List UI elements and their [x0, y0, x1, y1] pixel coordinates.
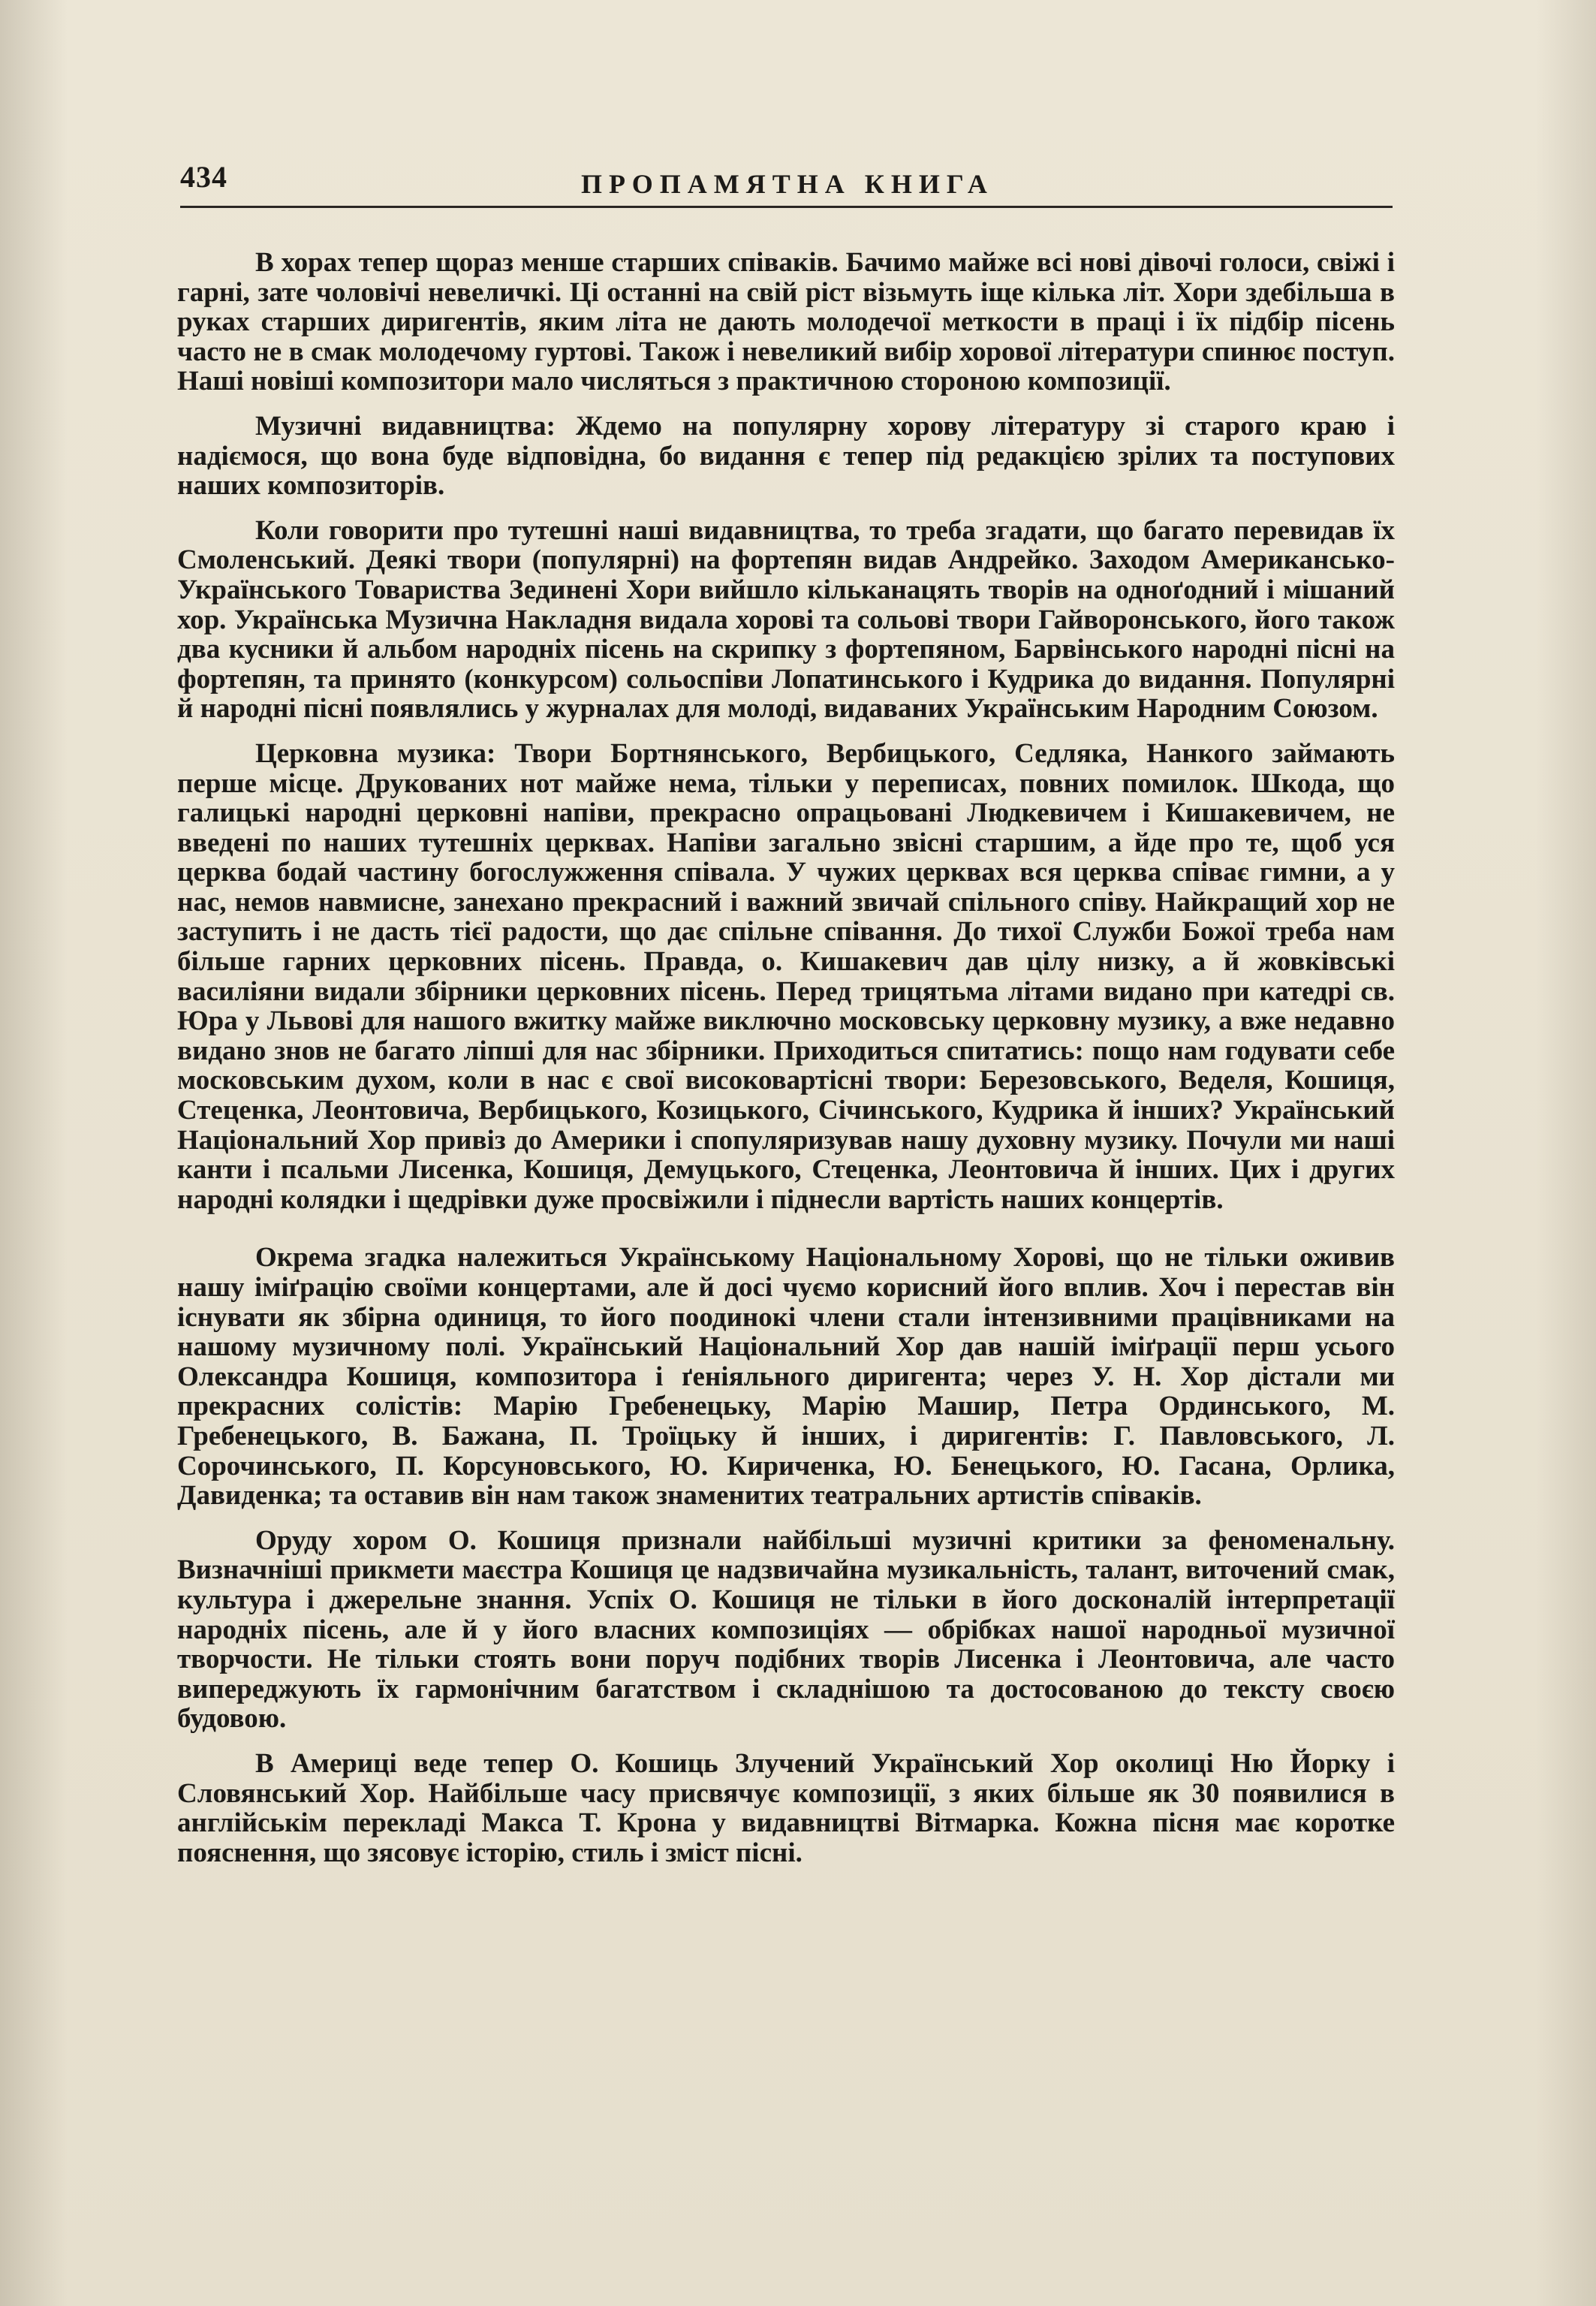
- paragraph-local-publishers: [177, 516, 1395, 724]
- paragraph-text: Оруду хором О. Кошиця признали найбільші музичні критики за феноменальну. Визначніші прикмети маєстра Кошиця це надзвичайна музикальність, талант, виточений смак, культура і джерельне знання. Успіх О. Кошиця не тільки в його досконалій інтерпретації народніх пісень, але й у його власних композиціях — обрібках нашої народньої музичної творчости. Не тільки стоять вони поруч подібних творів Лисенка і Леонтовича, але часто випереджують їх гармонічним багатством і складнішою та достосованою до тексту своєю будовою.: [177, 1524, 1395, 1735]
- paragraph-music-publishing: [177, 411, 1395, 501]
- page-header: [180, 159, 1393, 204]
- paragraph-choir-singers: [177, 248, 1395, 396]
- paragraph-text: Твори Бортнянського, Вербицького, Седляка, Нанкого займають перше місце. Друкованих нот майже нема, тільки у переписах, повних помилок. Шкода, що галицькі народні церковні напіви, прекрасно опрацьовані Людкевичем і Кишакевичем, не введені по наших тутешніх церквах. Напіви загально звісні старшим, а йде про те, щоб уся церква бодай частину богослужження співала. У чужих церквах вся церква співає гимни, а у нас, немов навмисне, занехано прекрасний і важний звичай спільного співу. Найкращий хор не заступить і не дасть тієї радости, що дає спільне співання. До тихої Служби Божої треба нам більше гарних церковних пісень. Правда, о. Кишакевич дав цілу низку, а й жовківські василіяни видали збірники церковних пісень. Перед трицятьма літами видано при катедрі св. Юра у Львові для нашого вжитку майже виключно московську церковну музику, а вже недавно видано знов не багато ліпші для нас збірники. Приходиться спитатись: пощо нам годувати себе московським духом, коли в нас є свої високовартісні твори: Березовського, Веделя, Кошиця, Стеценка, Леонтовича, Вербицького, Козицького, Січинського, Кудрика й інших? Український Національний Хор привіз до Америки і спопуляризував нашу духовну музику. Почули ми наші канти і псальми Лисенка, Кошиця, Демуцького, Стеценка, Леонтовича й інших. Цих і других народні колядки і щедрівки дуже просвіжили і піднесли вартість наших концертів.: [177, 737, 1395, 1215]
- paragraph-text: В Америці веде тепер О. Кошиць Злучений Український Хор околиці Ню Йорку і Словянський Хор. Найбільше часу присвячує композиції, з яких більше як 30 появилися в англійськім перекладі Макса Т. Крона у видавництві Вітмарка. Кожна пісня має коротке пояснення, що зясовує історію, стиль і зміст пісні.: [177, 1747, 1395, 1868]
- paragraph-text: Коли говорити про тутешні наші видавництва, то треба згадати, що багато перевидав їх Смоленський. Деякі твори (популярні) на фортепян видав Андрейко. Заходом Американсько-Українського Товариства Зединені Хори вийшло кільканацять творів на одноґодний і мішаний хор. Українська Музична Накладня видала хорові та сольові твори Гайворонського, його також два кусники й альбом народніх пісень на скрипку з фортепяном, Барвінського народні пісні на фортепян, та принято (конкурсом) сольоспіви Лопатинського і Кудрика до видання. Популярні й народні пісні появлялись у журналах для молоді, видаваних Українським Народним Союзом.: [177, 514, 1395, 725]
- paragraph-national-choir: [177, 1243, 1395, 1510]
- page-number: 434: [180, 160, 227, 194]
- section-lead-music-publishing: Музичні видавництва:: [255, 410, 556, 442]
- paragraph-text: Окрема згадка належиться Українському Національному Хорові, що не тільки оживив нашу іміґрацію своїми концертами, але й досі чуємо корисний його вплив. Хоч і перестав він існувати як збірна одиниця, то його поодинокі члени стали інтензивними працівниками на нашому музичному полі. Український Національний Хор дав нашій іміґрації перш усього Олександра Кошиця, композитора і ґеніяльного диригента; через У. Н. Хор дістали ми прекрасних солістів: Марію Гребенецьку, Марію Машир, Петра Ординського, М. Гребенецького, В. Бажана, П. Троїцьку й інших, і диригентів: Г. Павловського, Л. Сорочинського, П. Корсуновського, Ю. Кириченка, Ю. Бенецького, Ю. Гасана, Орлика, Давиденка; та оставив він нам також знаменитих театральних артистів співаків.: [177, 1242, 1395, 1512]
- paragraph-text: Ждемо на популярну хорову літературу зі старого краю і надіємося, що вона буде відповідна, бо видання є тепер під редакцією зрілих та поступових наших композиторів.: [177, 410, 1395, 502]
- header-rule: [180, 206, 1393, 208]
- running-title: ПРОПАМЯТНА КНИГА: [581, 169, 994, 199]
- paragraph-church-music: [177, 739, 1395, 1215]
- body-text: [177, 248, 1395, 1867]
- paragraph-koshyts-critics: [177, 1526, 1395, 1734]
- paragraph-koshyts-america: [177, 1749, 1395, 1867]
- section-lead-church-music: Церковна музика:: [255, 737, 496, 769]
- paragraph-text: В хорах тепер щораз менше старших співаків. Бачимо майже всі нові дівочі голоси, свіжі і гарні, зате чоловічі невеличкі. Ці останні на свій ріст візьмуть іще кілька літ. Хори здебільша в руках старших диригентів, яким літа не дають молодечої меткости в праці і їх підбір пісень часто не в смак молодечому гуртові. Також і невеликий вибір хорової літератури спинює поступ. Наші новіші композитори мало числяться з практичною стороною композиції.: [177, 247, 1395, 397]
